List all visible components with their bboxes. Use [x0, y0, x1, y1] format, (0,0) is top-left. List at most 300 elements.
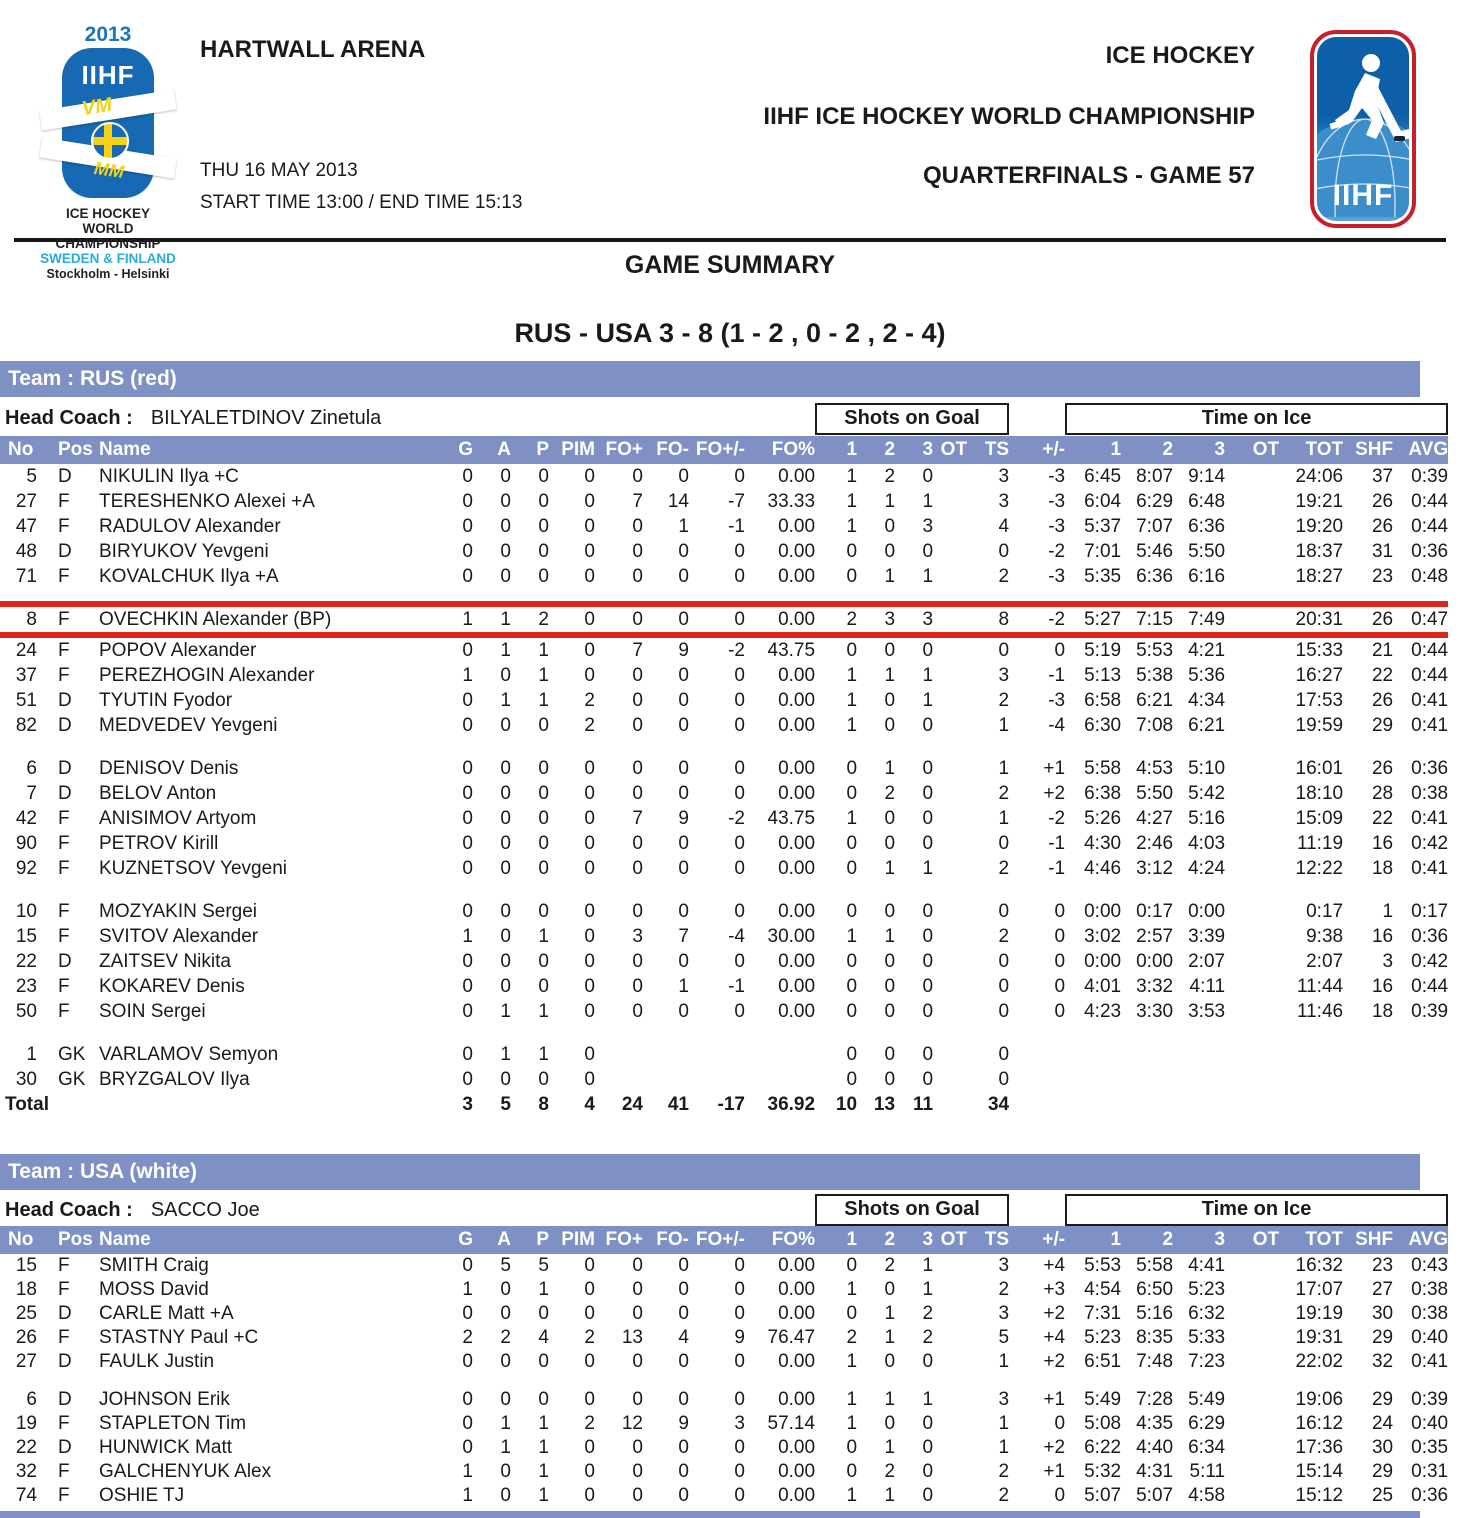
- stat-cell: [933, 1484, 967, 1508]
- stat-cell: 1: [500, 1413, 511, 1434]
- stat-cell: 8:07: [1136, 466, 1174, 487]
- stat-cell: 0:38: [1411, 1303, 1449, 1324]
- stat-cell: 1: [500, 1044, 511, 1065]
- spacer-cell: [0, 738, 1448, 756]
- stat-cell: 5:23: [1084, 1327, 1122, 1348]
- stat-cell: [1225, 489, 1279, 514]
- championship-label: IIHF ICE HOCKEY WORLD CHAMPIONSHIP: [763, 103, 1255, 130]
- stat-cell: 1: [922, 665, 934, 686]
- stat-cell: 8: [967, 604, 1009, 635]
- stat-cell: -3: [1048, 491, 1066, 512]
- stat-cell: +1: [1043, 1389, 1066, 1410]
- stat-cell: 0: [734, 951, 745, 972]
- game-times: START TIME 13:00 / END TIME 15:13: [200, 192, 523, 213]
- stat-cell: F: [58, 1413, 70, 1434]
- column-header: FO%: [745, 1226, 815, 1254]
- stat-cell: 1: [538, 665, 549, 686]
- player-name: STAPLETON Tim: [99, 1413, 247, 1434]
- stat-cell: 0: [846, 758, 858, 779]
- stat-cell: [1225, 1388, 1279, 1412]
- stat-cell: F: [58, 1461, 70, 1482]
- stat-cell: 51: [15, 690, 37, 711]
- stat-cell: 0: [584, 566, 595, 587]
- stat-cell: 7: [632, 491, 643, 512]
- stat-cell: 1: [998, 1437, 1010, 1458]
- stat-cell: 0: [462, 951, 473, 972]
- stat-cell: [1343, 1042, 1393, 1067]
- stat-cell: 3: [895, 604, 933, 635]
- column-header: 3: [895, 1226, 933, 1254]
- wc-logo-hosts: SWEDEN & FINLAND: [40, 251, 176, 266]
- stat-cell: 1: [922, 566, 934, 587]
- player-stats-table: [0, 401, 1448, 1118]
- stat-cell: 0:00: [1084, 901, 1122, 922]
- column-header: FO-: [643, 436, 689, 464]
- stat-cell: 1: [884, 665, 896, 686]
- head-coach-cell: [0, 401, 815, 436]
- stat-cell: 0: [538, 808, 549, 829]
- player-row: [0, 1460, 1448, 1484]
- player-name: PEREZHOGIN Alexander: [99, 665, 315, 686]
- stat-cell: [1225, 564, 1279, 589]
- player-row: [0, 1412, 1448, 1436]
- stat-cell: 0: [500, 1279, 511, 1300]
- column-header: TOT: [1279, 1226, 1343, 1254]
- stat-cell: 0: [500, 926, 511, 947]
- stat-cell: 0: [922, 1437, 934, 1458]
- stat-cell: D: [58, 1437, 72, 1458]
- column-header: 2: [1121, 436, 1173, 464]
- stat-cell: 90: [15, 833, 37, 854]
- stat-cell: 0: [922, 951, 934, 972]
- goalie-row: [0, 1067, 1448, 1092]
- stat-cell: D: [58, 715, 72, 736]
- stat-cell: 0:44: [1411, 640, 1449, 661]
- stat-cell: 16: [1371, 926, 1394, 947]
- player-name: SOIN Sergei: [99, 1001, 206, 1022]
- stat-cell: 0: [678, 901, 689, 922]
- stat-cell: 7:15: [1121, 604, 1173, 635]
- stat-cell: 1: [538, 690, 549, 711]
- stat-cell: [1279, 1042, 1343, 1067]
- stat-cell: 15:14: [1295, 1461, 1344, 1482]
- column-header: No: [0, 1226, 45, 1254]
- stat-cell: 0: [538, 858, 549, 879]
- player-name: CARLE Matt +A: [99, 1303, 234, 1324]
- player-row: [0, 1484, 1448, 1508]
- stat-cell: 0:41: [1411, 715, 1449, 736]
- stat-cell: 0: [734, 1437, 745, 1458]
- stat-cell: F: [58, 491, 70, 512]
- stat-cell: 2: [462, 1327, 473, 1348]
- stat-cell: 1: [538, 1461, 549, 1482]
- stat-cell: 6:36: [1136, 566, 1174, 587]
- stat-cell: 9: [678, 808, 689, 829]
- empty-cell: [1009, 1092, 1065, 1118]
- stat-cell: 1: [678, 976, 689, 997]
- player-row: [0, 1254, 1448, 1278]
- stat-cell: 0.00: [778, 833, 816, 854]
- stat-cell: 1: [538, 640, 549, 661]
- stat-cell: 0: [998, 901, 1010, 922]
- stat-cell: +2: [1043, 1303, 1066, 1324]
- stat-cell: 0: [584, 1255, 595, 1276]
- game-date: THU 16 MAY 2013: [200, 160, 358, 181]
- stat-cell: F: [58, 1001, 70, 1022]
- stat-cell: 0: [538, 758, 549, 779]
- stat-cell: 0.00: [778, 1351, 816, 1372]
- spacer-row: [0, 1024, 1448, 1042]
- stat-cell: 0: [734, 901, 745, 922]
- stat-cell: 4:54: [1084, 1279, 1122, 1300]
- stat-cell: 1: [884, 1389, 896, 1410]
- stat-cell: +2: [1043, 1351, 1066, 1372]
- stat-cell: 5:49: [1188, 1389, 1226, 1410]
- stat-cell: 1: [846, 466, 858, 487]
- stat-cell: [1009, 1067, 1065, 1092]
- stat-cell: [1225, 1436, 1279, 1460]
- stat-cell: 2: [584, 715, 595, 736]
- stat-cell: 1: [998, 1413, 1010, 1434]
- column-header: OT: [933, 436, 967, 464]
- stat-cell: 2: [884, 1461, 896, 1482]
- stat-cell: 0: [846, 1069, 858, 1090]
- stat-cell: 0: [538, 516, 549, 537]
- stat-cell: 18:37: [1295, 541, 1344, 562]
- stat-cell: 5:13: [1084, 665, 1122, 686]
- stat-cell: 0: [584, 1279, 595, 1300]
- goalie-row: [0, 1042, 1448, 1067]
- stat-cell: -1: [1048, 858, 1066, 879]
- stat-cell: 1: [462, 665, 473, 686]
- stat-cell: 5:23: [1188, 1279, 1226, 1300]
- time-on-ice-cell: [1065, 1194, 1448, 1226]
- player-row: [0, 688, 1448, 713]
- stat-cell: 0: [922, 1001, 934, 1022]
- sport-label: ICE HOCKEY: [1105, 42, 1255, 69]
- stat-cell: 0: [922, 541, 934, 562]
- stat-cell: [933, 489, 967, 514]
- player-row: [0, 564, 1448, 589]
- stat-cell: 0: [632, 715, 643, 736]
- column-header-row: [0, 436, 1448, 464]
- stat-cell: 2: [584, 1413, 595, 1434]
- stat-cell: 0: [462, 833, 473, 854]
- stat-cell: 76.47: [767, 1327, 816, 1348]
- stat-cell: 5:53: [1084, 1255, 1122, 1276]
- stat-cell: 0: [632, 541, 643, 562]
- column-header: TS: [967, 1226, 1009, 1254]
- stat-cell: 26: [1371, 758, 1394, 779]
- stat-cell: 2: [998, 1461, 1010, 1482]
- stat-cell: 4:41: [1188, 1255, 1226, 1276]
- stat-cell: 1: [500, 690, 511, 711]
- stat-cell: 92: [15, 858, 37, 879]
- stat-cell: 29: [1371, 715, 1394, 736]
- stat-cell: [1393, 1067, 1448, 1092]
- stat-cell: [933, 564, 967, 589]
- stat-cell: [933, 1042, 967, 1067]
- column-header: 2: [857, 436, 895, 464]
- player-name: KOVALCHUK Ilya +A: [99, 566, 279, 587]
- stat-cell: 5: [538, 1255, 549, 1276]
- stat-cell: 0: [884, 1279, 896, 1300]
- stat-cell: 0: [1054, 1485, 1066, 1506]
- stat-cell: 0.00: [778, 1389, 816, 1410]
- iihf-logo-inner: [1317, 37, 1409, 221]
- stat-cell: 5:33: [1188, 1327, 1226, 1348]
- stat-cell: 0: [632, 833, 643, 854]
- stat-cell: 37: [1371, 466, 1394, 487]
- stat-cell: [595, 1067, 643, 1092]
- stat-cell: 2: [584, 1327, 595, 1348]
- stat-cell: 14: [667, 491, 689, 512]
- stat-cell: 0: [922, 715, 934, 736]
- stat-cell: 1: [922, 491, 934, 512]
- stat-cell: 0:44: [1411, 976, 1449, 997]
- stat-cell: [1225, 464, 1279, 489]
- head-coach-label: Head Coach :: [5, 1198, 133, 1221]
- head-coach-row: [0, 401, 1448, 436]
- player-name: RADULOV Alexander: [99, 516, 281, 537]
- stat-cell: 20:31: [1279, 604, 1343, 635]
- shots-on-goal-header: Shots on Goal: [815, 403, 1009, 435]
- stat-cell: 6:34: [1188, 1437, 1226, 1458]
- column-header: Name: [93, 436, 435, 464]
- stat-cell: 1: [846, 690, 858, 711]
- stat-cell: 0: [584, 901, 595, 922]
- stat-cell: 1: [500, 640, 511, 661]
- stat-cell: 23: [1371, 566, 1394, 587]
- stat-cell: 0: [1054, 640, 1066, 661]
- stat-cell: 3:30: [1136, 1001, 1174, 1022]
- stat-cell: 2: [884, 466, 896, 487]
- column-header: Pos: [45, 436, 93, 464]
- stat-cell: 0: [922, 926, 934, 947]
- stat-cell: 0: [884, 516, 896, 537]
- stat-cell: 7:23: [1188, 1351, 1226, 1372]
- stat-cell: 7:31: [1084, 1303, 1122, 1324]
- stat-cell: 0: [500, 976, 511, 997]
- stat-cell: 1: [846, 1351, 858, 1372]
- stat-cell: 0: [922, 466, 934, 487]
- stat-cell: 0: [632, 1389, 643, 1410]
- stat-cell: 0: [678, 541, 689, 562]
- stat-cell: 37: [15, 665, 37, 686]
- stat-cell: 3: [998, 1303, 1010, 1324]
- stat-cell: 2: [998, 690, 1010, 711]
- stat-cell: [933, 924, 967, 949]
- stat-cell: 9: [678, 1413, 689, 1434]
- stat-cell: 6:21: [1188, 715, 1226, 736]
- shots-on-goal-cell: [815, 401, 1009, 436]
- stat-cell: 7: [26, 783, 37, 804]
- stat-cell: 0: [538, 901, 549, 922]
- stat-cell: 0: [998, 976, 1010, 997]
- player-name: POPOV Alexander: [99, 640, 257, 661]
- stat-cell: 0: [462, 541, 473, 562]
- stat-cell: 0: [846, 951, 858, 972]
- stat-cell: 4: [998, 516, 1010, 537]
- stat-cell: 0: [462, 1001, 473, 1022]
- player-name: STASTNY Paul +C: [99, 1327, 259, 1348]
- stat-cell: 7: [632, 640, 643, 661]
- stat-cell: 1: [538, 1279, 549, 1300]
- stat-cell: 0:47: [1393, 604, 1448, 635]
- stat-cell: 24: [15, 640, 37, 661]
- stat-cell: [933, 1278, 967, 1302]
- stat-cell: +4: [1043, 1255, 1066, 1276]
- stat-cell: 1: [884, 491, 896, 512]
- shots-on-goal-cell: [815, 1194, 1009, 1226]
- stat-cell: 0: [632, 1001, 643, 1022]
- stat-cell: 0: [734, 466, 745, 487]
- stat-cell: 6:58: [1084, 690, 1122, 711]
- stat-cell: 0: [922, 1044, 934, 1065]
- stat-cell: 1: [538, 1413, 549, 1434]
- stat-cell: 1: [26, 1044, 37, 1065]
- stat-cell: [933, 856, 967, 881]
- stat-cell: 2:57: [1136, 926, 1174, 947]
- stat-cell: 17:53: [1295, 690, 1344, 711]
- wc-badge-icon: [62, 48, 154, 198]
- stat-cell: [1225, 999, 1279, 1024]
- player-name: ANISIMOV Artyom: [99, 808, 257, 829]
- stat-cell: 1: [884, 926, 896, 947]
- stat-cell: 0:00: [1136, 951, 1174, 972]
- stat-cell: 0: [500, 466, 511, 487]
- stat-cell: 0: [584, 1351, 595, 1372]
- stat-cell: 0: [595, 604, 643, 635]
- player-row: [0, 539, 1448, 564]
- stat-cell: 16:32: [1295, 1255, 1344, 1276]
- column-header: A: [473, 436, 511, 464]
- stat-cell: [1225, 1326, 1279, 1350]
- stat-cell: 0: [678, 1461, 689, 1482]
- stat-cell: [1009, 1042, 1065, 1067]
- column-header: PIM: [549, 1226, 595, 1254]
- stat-cell: 15:09: [1295, 808, 1344, 829]
- stat-cell: 0: [538, 491, 549, 512]
- stat-cell: F: [58, 640, 70, 661]
- stat-cell: 11:46: [1296, 1001, 1344, 1022]
- stat-cell: -2: [728, 808, 745, 829]
- stat-cell: [1225, 635, 1279, 663]
- stat-cell: 7:01: [1084, 541, 1122, 562]
- stat-cell: F: [58, 1327, 70, 1348]
- stat-cell: 18: [1371, 858, 1394, 879]
- stat-cell: 0: [632, 466, 643, 487]
- stat-cell: 6:36: [1188, 516, 1226, 537]
- stat-cell: 0: [846, 976, 858, 997]
- stat-cell: 0: [584, 808, 595, 829]
- stat-cell: 7: [632, 808, 643, 829]
- stat-cell: 0: [462, 1389, 473, 1410]
- stat-cell: 7:07: [1136, 516, 1174, 537]
- stat-cell: 4:58: [1188, 1485, 1226, 1506]
- stat-cell: 50: [15, 1001, 37, 1022]
- stat-cell: 0: [584, 783, 595, 804]
- stat-cell: [1225, 806, 1279, 831]
- stat-cell: -3: [1048, 566, 1066, 587]
- stat-cell: 0.00: [778, 466, 816, 487]
- stat-cell: 3:39: [1188, 926, 1226, 947]
- stat-cell: 0: [500, 491, 511, 512]
- stat-cell: [1225, 924, 1279, 949]
- stat-cell: 0: [500, 758, 511, 779]
- stat-cell: 7: [678, 926, 689, 947]
- stat-cell: 5:35: [1084, 566, 1122, 587]
- head-coach-cell: [0, 1194, 815, 1226]
- column-header: SHF: [1343, 436, 1393, 464]
- stat-cell: 0: [462, 516, 473, 537]
- stat-cell: 0: [632, 566, 643, 587]
- player-row: [0, 899, 1448, 924]
- spacer-cell: [0, 589, 1448, 604]
- stat-cell: [933, 1302, 967, 1326]
- stat-cell: 0:36: [1411, 541, 1449, 562]
- stat-cell: -4: [1048, 715, 1066, 736]
- team-band: Team : USA (white): [0, 1154, 1420, 1190]
- player-name: OSHIE TJ: [99, 1485, 185, 1506]
- column-header: 1: [1065, 436, 1121, 464]
- stat-cell: 6:16: [1188, 566, 1226, 587]
- stat-cell: 0:43: [1411, 1255, 1449, 1276]
- stat-cell: 6:38: [1084, 783, 1122, 804]
- stat-cell: 0: [734, 1255, 745, 1276]
- stat-cell: 0: [584, 833, 595, 854]
- stat-cell: 6:30: [1084, 715, 1122, 736]
- stat-cell: 0: [846, 640, 858, 661]
- stat-cell: 11:19: [1296, 833, 1344, 854]
- stat-cell: 0: [922, 1413, 934, 1434]
- stat-cell: 0:41: [1411, 1351, 1449, 1372]
- stat-cell: 2: [998, 566, 1010, 587]
- spacer-cell: [0, 881, 1448, 899]
- stat-cell: 32: [15, 1461, 37, 1482]
- stat-cell: 2: [815, 604, 857, 635]
- stat-cell: 2: [846, 1327, 858, 1348]
- column-header: 2: [857, 1226, 895, 1254]
- stat-cell: +2: [1043, 1437, 1066, 1458]
- column-header: Name: [93, 1226, 435, 1254]
- stat-cell: [1225, 1484, 1279, 1508]
- stat-cell: 3: [998, 491, 1010, 512]
- stat-cell: 7:49: [1173, 604, 1225, 635]
- stat-cell: [933, 974, 967, 999]
- empty-cell: [1121, 1092, 1173, 1118]
- stat-cell: 2: [998, 1485, 1010, 1506]
- player-row: [0, 831, 1448, 856]
- stat-cell: 1: [884, 1437, 896, 1458]
- total-stat-cell: 41: [667, 1094, 689, 1115]
- stat-cell: 0: [998, 1001, 1010, 1022]
- column-header-row: [0, 1226, 1448, 1254]
- stat-cell: 0: [538, 976, 549, 997]
- stat-cell: 0: [632, 951, 643, 972]
- stat-cell: 0:42: [1411, 951, 1449, 972]
- stat-cell: 32: [1371, 1351, 1394, 1372]
- stat-cell: 1: [846, 1413, 858, 1434]
- stat-cell: 0: [922, 758, 934, 779]
- stat-cell: 0: [998, 951, 1010, 972]
- stat-cell: 0: [584, 640, 595, 661]
- stat-cell: 9:14: [1188, 466, 1226, 487]
- stat-cell: [1225, 781, 1279, 806]
- stat-cell: 4: [678, 1327, 689, 1348]
- stat-cell: 0.00: [778, 901, 816, 922]
- stat-cell: 0: [632, 516, 643, 537]
